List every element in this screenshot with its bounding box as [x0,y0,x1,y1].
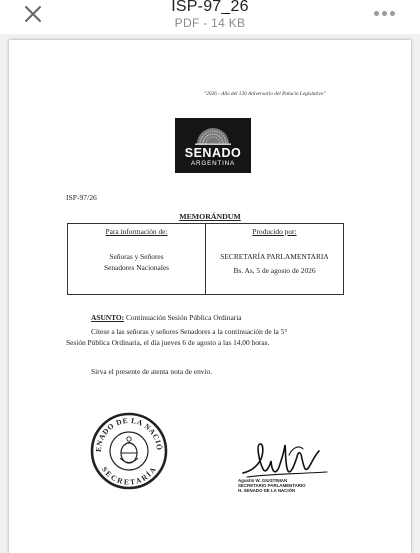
signer-block [238,478,306,494]
senado-logo [175,118,251,173]
closing-line: Sirva el presente de atenta nota de envío. [91,367,213,376]
memo-table [67,223,344,295]
body-line-1: Cítese a las señoras y señores Senadores a la continuación de la 5° [91,327,288,336]
signer-name: Agustín W. GIUSTINIAN [238,478,288,483]
memo-title: MEMORÁNDUM [179,212,241,221]
handwritten-signature [241,437,333,481]
right-line-2: Bs. As, 5 de agosto de 2026 [233,266,316,275]
signer-institution: H. SENADO DE LA NACIÓN [238,488,296,494]
document-subtitle: PDF - 14 KB [174,16,246,30]
left-header: Para información de: [105,227,168,236]
subject-label: ASUNTO: [91,313,125,322]
official-seal [89,411,169,491]
page-banner: "2026 - Año del 130 Aniversario del Palacio Legislativo" [204,91,326,97]
building-icon [175,118,251,148]
document-title: ISP-97_26 [171,0,249,15]
reference-code: ISP-97/26 [66,193,97,202]
subject-text: Continuación Sesión Pública Ordinaria [124,313,242,322]
subject-line [91,313,242,322]
left-line-1: Señoras y Señores [109,252,164,261]
coat-of-arms-icon [120,437,138,463]
body-line-2: Sesión Pública Ordinaria, el día jueves 6 de agosto a las 14.00 horas. [66,338,270,347]
logo-subtitle: ARGENTINA [191,160,235,167]
viewer-header [0,0,420,36]
right-line-1: SECRETARÍA PARLAMENTARIA [220,252,329,261]
seal-text-bottom: SECRETARÍA [99,464,158,487]
signer-role: SECRETARIO PARLAMENTARIO [238,483,306,489]
more-icon[interactable] [372,6,398,20]
right-header: Producido por: [252,227,297,236]
left-line-2: Senadores Nacionales [103,263,170,272]
pdf-page [9,40,411,553]
logo-brand: SENADO [184,146,242,160]
seal-text-top: ENADO DE LA NACIÓ [93,415,165,453]
pdf-viewer[interactable] [0,34,420,553]
